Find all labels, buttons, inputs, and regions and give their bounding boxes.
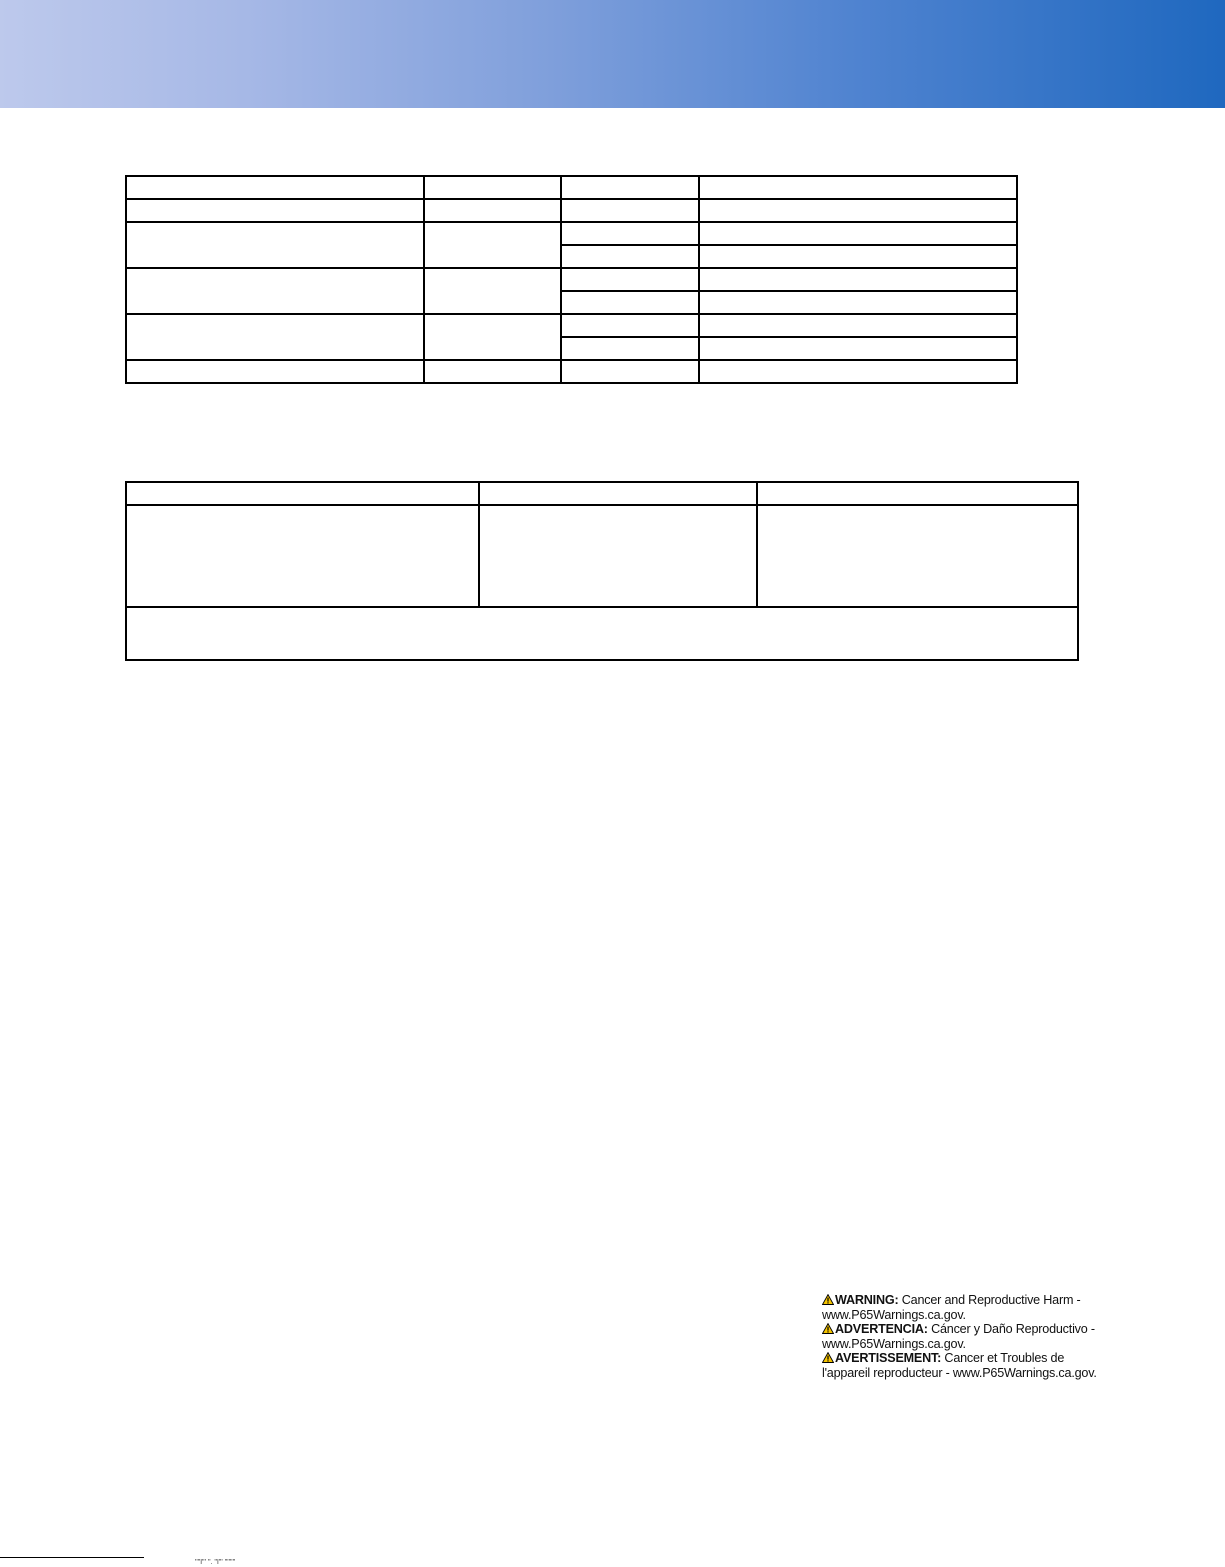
table-cell bbox=[424, 199, 561, 222]
table-cell bbox=[561, 199, 699, 222]
warning-link: www.P65Warnings.ca.gov. bbox=[822, 1336, 966, 1351]
warning-triangle-icon bbox=[822, 1293, 835, 1307]
table-row bbox=[126, 314, 1017, 337]
table-cell bbox=[699, 314, 1017, 337]
table-cell bbox=[699, 360, 1017, 383]
table-cell bbox=[561, 360, 699, 383]
warning-label: AVERTISSEMENT: bbox=[835, 1351, 942, 1366]
table-cell bbox=[699, 337, 1017, 360]
footer-rule bbox=[0, 1557, 144, 1558]
table-note-cell bbox=[126, 607, 1078, 660]
table-cell bbox=[699, 222, 1017, 245]
table-cell bbox=[561, 245, 699, 268]
warning-link: l'appareil reproducteur - www.P65Warnings.ca.gov. bbox=[822, 1365, 1097, 1380]
table-cell bbox=[126, 199, 424, 222]
table-row bbox=[126, 505, 1078, 607]
table-cell bbox=[424, 176, 561, 199]
table-row bbox=[126, 222, 1017, 245]
table-cell bbox=[561, 314, 699, 337]
table-cell bbox=[561, 222, 699, 245]
info-table bbox=[125, 481, 1079, 661]
table-cell bbox=[126, 222, 424, 268]
table-cell bbox=[126, 482, 479, 505]
table-cell bbox=[479, 505, 757, 607]
footer-text-fragment: ''''l''' ''. ''l''' '''''''' bbox=[195, 1559, 236, 1565]
warning-triangle-icon bbox=[822, 1351, 835, 1365]
table-cell bbox=[424, 314, 561, 360]
table-cell bbox=[479, 482, 757, 505]
table-cell bbox=[699, 199, 1017, 222]
table-cell bbox=[424, 268, 561, 314]
header-band bbox=[0, 0, 1225, 108]
table-cell bbox=[126, 314, 424, 360]
table-cell bbox=[699, 245, 1017, 268]
table-cell bbox=[699, 176, 1017, 199]
warning-text: Cancer et Troubles de bbox=[941, 1351, 1065, 1366]
warning-line-english bbox=[822, 1293, 1090, 1308]
spec-table bbox=[125, 175, 1018, 384]
table-cell bbox=[561, 176, 699, 199]
warning-label: WARNING: bbox=[835, 1293, 899, 1307]
table-cell bbox=[126, 505, 479, 607]
warning-label: ADVERTENCIA: bbox=[835, 1322, 928, 1337]
table-cell bbox=[561, 337, 699, 360]
table-cell bbox=[561, 268, 699, 291]
table-row bbox=[126, 607, 1078, 660]
table-cell bbox=[126, 360, 424, 383]
table-cell bbox=[757, 505, 1078, 607]
table-row bbox=[126, 199, 1017, 222]
warning-link: www.P65Warnings.ca.gov. bbox=[822, 1307, 966, 1322]
table-cell bbox=[424, 360, 561, 383]
table-cell bbox=[699, 291, 1017, 314]
warning-text: Cáncer y Daño Reproductivo - bbox=[927, 1322, 1095, 1337]
table-row bbox=[126, 268, 1017, 291]
warning-triangle-icon bbox=[822, 1322, 835, 1336]
table-cell bbox=[757, 482, 1078, 505]
table-row bbox=[126, 176, 1017, 199]
table-cell bbox=[424, 222, 561, 268]
table-row bbox=[126, 360, 1017, 383]
prop65-warning bbox=[822, 1293, 1097, 1381]
table-row bbox=[126, 482, 1078, 505]
warning-line-french bbox=[822, 1351, 1090, 1366]
table-cell bbox=[699, 268, 1017, 291]
warning-line-spanish bbox=[822, 1322, 1095, 1337]
warning-text: Cancer and Reproductive Harm - bbox=[898, 1293, 1081, 1307]
table-cell bbox=[561, 291, 699, 314]
table-cell bbox=[126, 176, 424, 199]
table-cell bbox=[126, 268, 424, 314]
